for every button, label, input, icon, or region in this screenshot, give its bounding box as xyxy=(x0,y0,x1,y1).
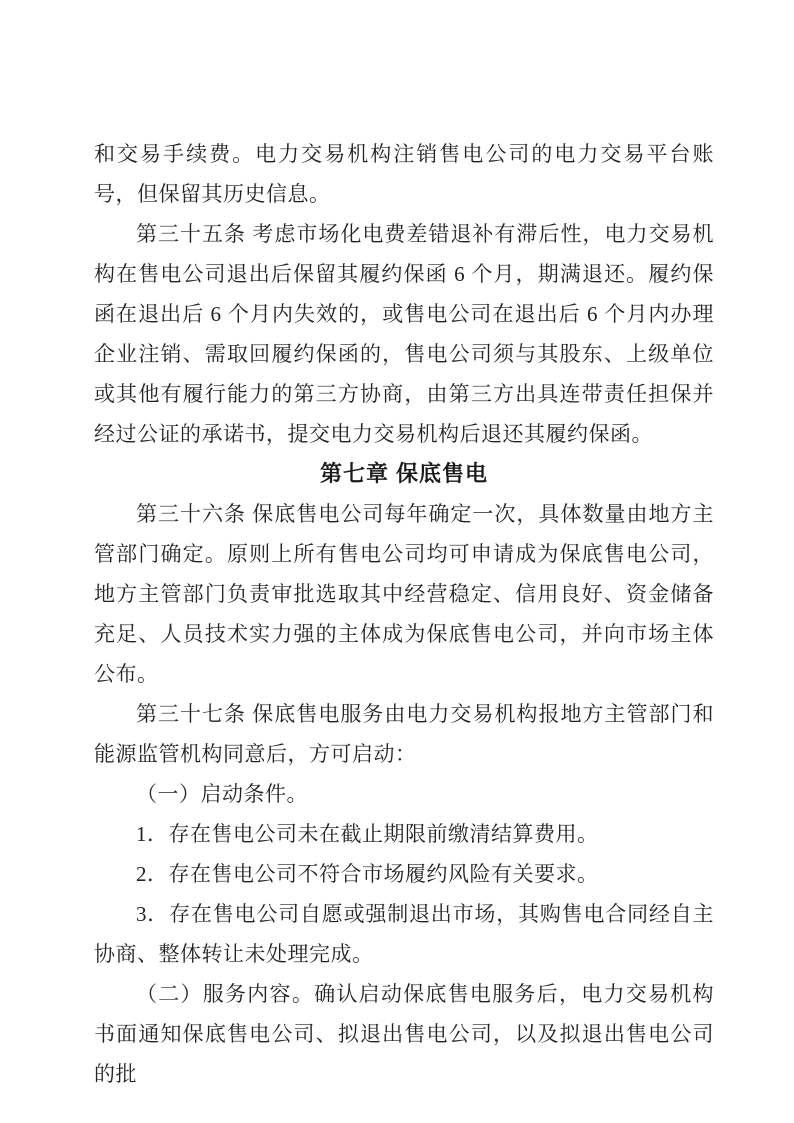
paragraph-numbered-2: 2．存在售电公司不符合市场履约风险有关要求。 xyxy=(136,862,599,886)
chapter-heading: 第七章 保底售电 xyxy=(319,461,489,486)
paragraph-continuation: 和交易手续费。电力交易机构注销售电公司的电力交易平台账号，但保留其历史信息。 xyxy=(94,142,714,206)
paragraph-numbered-1: 1．存在售电公司未在截止期限前缴清结算费用。 xyxy=(136,822,599,846)
paragraph-numbered-3: 3．存在售电公司自愿或强制退出市场，其购售电合同经自主协商、整体转让未处理完成。 xyxy=(94,902,714,966)
paragraph-item-1-heading: （一）启动条件。 xyxy=(136,782,308,806)
paragraph-article-35: 第三十五条 考虑市场化电费差错退补有滞后性，电力交易机构在售电公司退出后保留其履约保函 6 个月，期满退还。履约保函在退出后 6 个月内失效的，或售电公司在退出后 6 个月内办理企业注销、需取回履约保函的，售电公司须与其股东、上级单位或其他有履行能力的第三方协商，由第三方出具连带责任担保并经过公证的承诺书，提交电力交易机构后退还其履约保函。 xyxy=(94,222,714,446)
document-body xyxy=(94,134,714,1094)
paragraph-article-36: 第三十六条 保底售电公司每年确定一次，具体数量由地方主管部门确定。原则上所有售电公司均可申请成为保底售电公司，地方主管部门负责审批选取其中经营稳定、信用良好、资金储备充足、人员技术实力强的主体成为保底售电公司，并向市场主体公布。 xyxy=(94,502,714,686)
paragraph-article-37: 第三十七条 保底售电服务由电力交易机构报地方主管部门和能源监管机构同意后，方可启动： xyxy=(94,702,714,766)
paragraph-item-2-service: （二）服务内容。确认启动保底售电服务后，电力交易机构书面通知保底售电公司、拟退出售电公司，以及拟退出售电公司的批 xyxy=(94,982,714,1086)
